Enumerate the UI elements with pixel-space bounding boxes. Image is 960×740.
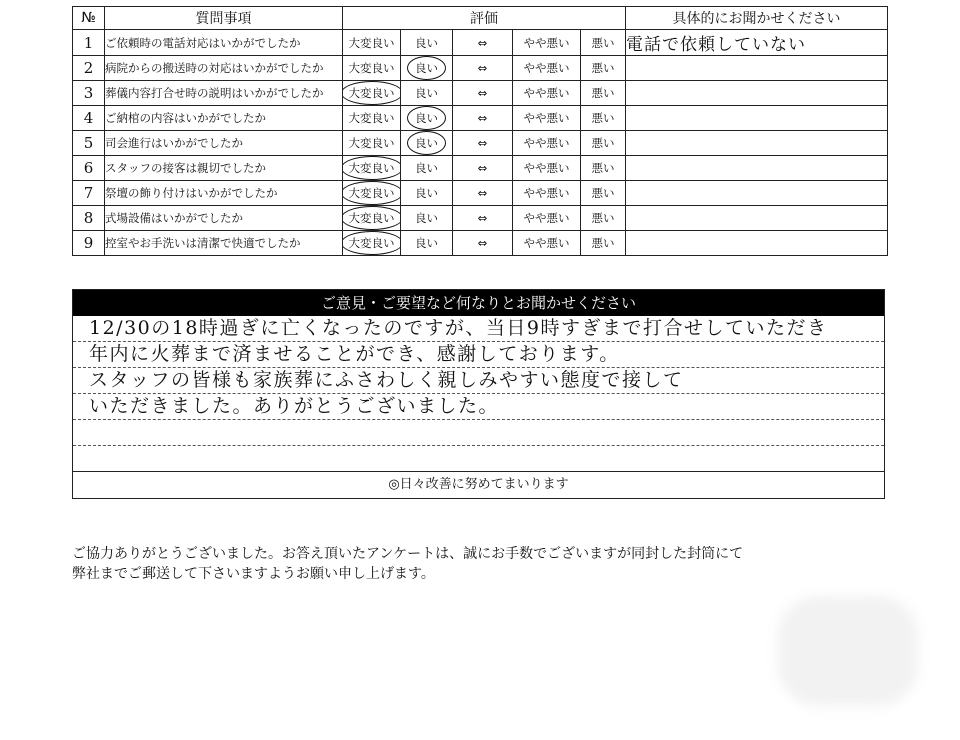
rating-option-label: やや悪い — [523, 111, 570, 125]
rating-option-label: 大変良い — [346, 210, 398, 226]
closing-message — [72, 544, 902, 584]
rating-option[interactable] — [581, 106, 626, 131]
closing-line-2: 弊社までご郵送して下さいますようお願い申し上げます。 — [72, 566, 435, 582]
rating-option-label: やや悪い — [523, 61, 570, 75]
detail-comment — [626, 181, 888, 206]
table-header-row — [73, 7, 888, 30]
table-row — [73, 131, 888, 156]
rating-option[interactable] — [401, 131, 453, 156]
rating-option-label: 悪い — [591, 161, 615, 175]
comment-line — [73, 446, 884, 472]
survey-rating-table — [72, 6, 888, 256]
rating-option[interactable] — [401, 106, 453, 131]
rating-option-label: やや悪い — [523, 86, 570, 100]
rating-option[interactable] — [401, 231, 453, 256]
detail-comment — [626, 231, 888, 256]
rating-option-label: 悪い — [591, 111, 615, 125]
rating-option[interactable] — [453, 106, 513, 131]
rating-option[interactable] — [513, 206, 581, 231]
rating-option[interactable] — [453, 206, 513, 231]
question-text: 病院からの搬送時の対応はいかがでしたか — [105, 56, 343, 81]
rating-option-label: 良い — [415, 35, 438, 50]
table-row — [73, 206, 888, 231]
rating-option-label: やや悪い — [523, 236, 570, 250]
question-number: 4 — [73, 106, 105, 131]
rating-option[interactable] — [343, 131, 401, 156]
comment-line: いただきました。ありがとうございました。 — [73, 394, 884, 420]
rating-option-label: 大変良い — [346, 85, 398, 101]
rating-option-label: やや悪い — [523, 136, 570, 150]
table-row — [73, 106, 888, 131]
comment-box — [72, 289, 885, 499]
rating-option[interactable] — [453, 30, 513, 56]
question-number: 3 — [73, 81, 105, 106]
rating-option[interactable] — [401, 30, 453, 56]
detail-comment — [626, 106, 888, 131]
rating-option-label: 悪い — [591, 211, 615, 225]
rating-option[interactable] — [343, 156, 401, 181]
rating-option[interactable] — [343, 206, 401, 231]
question-text: 司会進行はいかがでしたか — [105, 131, 343, 156]
comment-title: ご意見・ご要望など何なりとお聞かせください — [73, 290, 884, 316]
rating-option[interactable] — [581, 131, 626, 156]
question-number: 2 — [73, 56, 105, 81]
rating-option-label: 良い — [412, 60, 441, 76]
rating-option[interactable] — [513, 131, 581, 156]
rating-option-label: ⇔ — [477, 236, 488, 250]
rating-option[interactable] — [343, 106, 401, 131]
question-text: ご納棺の内容はいかがでしたか — [105, 106, 343, 131]
rating-option-label: 大変良い — [346, 185, 398, 201]
rating-option-label: 悪い — [591, 86, 615, 100]
rating-option-label: ⇔ — [477, 86, 488, 100]
survey-rows — [73, 30, 888, 256]
comment-line: スタッフの皆様も家族葬にふさわしく親しみやすい態度で接して — [73, 368, 884, 394]
comment-line — [73, 420, 884, 446]
rating-option-label: やや悪い — [523, 161, 570, 175]
question-number: 8 — [73, 206, 105, 231]
rating-option[interactable] — [581, 56, 626, 81]
rating-option[interactable] — [343, 30, 401, 56]
rating-option[interactable] — [401, 181, 453, 206]
detail-comment — [626, 81, 888, 106]
rating-option-label: やや悪い — [523, 211, 570, 225]
rating-option[interactable] — [453, 181, 513, 206]
rating-option-label: 良い — [415, 211, 438, 225]
closing-line-1: ご協力ありがとうございました。お答え頂いたアンケートは、誠にお手数でございますが同封した封筒にて — [72, 546, 744, 562]
rating-option[interactable] — [513, 106, 581, 131]
rating-option[interactable] — [401, 56, 453, 81]
rating-option-label: 良い — [415, 186, 438, 200]
question-number: 5 — [73, 131, 105, 156]
question-number: 7 — [73, 181, 105, 206]
rating-option[interactable] — [513, 181, 581, 206]
detail-comment — [626, 56, 888, 81]
rating-option[interactable] — [453, 131, 513, 156]
scan-smudge — [778, 596, 918, 706]
rating-option-label: ⇔ — [477, 161, 488, 175]
detail-comment — [626, 131, 888, 156]
rating-option-label: 大変良い — [346, 235, 398, 251]
rating-option-label: 大変良い — [348, 136, 395, 150]
header-rating: 評価 — [343, 7, 626, 30]
rating-option[interactable] — [513, 30, 581, 56]
rating-option-label: ⇔ — [477, 35, 488, 50]
question-number: 6 — [73, 156, 105, 181]
rating-option-label: 大変良い — [348, 61, 395, 75]
rating-option-label: 良い — [415, 86, 438, 100]
rating-option[interactable] — [343, 56, 401, 81]
comment-line: 年内に火葬まで済ませることができ、感謝しております。 — [73, 342, 884, 368]
header-question: 質問事項 — [105, 7, 343, 30]
table-row — [73, 231, 888, 256]
rating-option-label: やや悪い — [523, 35, 570, 50]
rating-option-label: 良い — [412, 110, 441, 126]
rating-option-label: 大変良い — [348, 111, 395, 125]
rating-option-label: ⇔ — [477, 211, 488, 225]
table-row — [73, 181, 888, 206]
question-number: 9 — [73, 231, 105, 256]
detail-comment — [626, 206, 888, 231]
detail-comment — [626, 156, 888, 181]
rating-option-label: ⇔ — [477, 186, 488, 200]
rating-option[interactable] — [453, 156, 513, 181]
rating-option[interactable] — [581, 206, 626, 231]
rating-option[interactable] — [581, 156, 626, 181]
rating-option[interactable] — [401, 206, 453, 231]
rating-option[interactable] — [581, 30, 626, 56]
table-row — [73, 56, 888, 81]
rating-option[interactable] — [401, 81, 453, 106]
table-row — [73, 30, 888, 56]
header-no: № — [73, 7, 105, 30]
table-row — [73, 156, 888, 181]
table-row — [73, 81, 888, 106]
rating-option[interactable] — [401, 156, 453, 181]
rating-option[interactable] — [453, 56, 513, 81]
header-detail: 具体的にお聞かせください — [626, 7, 888, 30]
rating-option-label: 良い — [412, 135, 441, 151]
rating-option-label: ⇔ — [477, 136, 488, 150]
rating-option-label: 良い — [415, 236, 438, 250]
comment-footer-note: ◎日々改善に努めてまいります — [73, 471, 884, 498]
detail-comment: 電話で依頼していない — [626, 30, 888, 56]
rating-option-label: 良い — [415, 161, 438, 175]
comment-lines — [73, 316, 884, 474]
rating-option[interactable] — [581, 231, 626, 256]
rating-option[interactable] — [343, 181, 401, 206]
rating-option[interactable] — [453, 81, 513, 106]
rating-option-label: ⇔ — [477, 111, 488, 125]
rating-option-label: 悪い — [591, 186, 615, 200]
question-text: 式場設備はいかがでしたか — [105, 206, 343, 231]
comment-line: 12/30の18時過ぎに亡くなったのですが、当日9時すぎまで打合せしていただき — [73, 316, 884, 342]
rating-option[interactable] — [343, 81, 401, 106]
rating-option-label: 大変良い — [346, 160, 398, 176]
rating-option[interactable] — [513, 156, 581, 181]
question-text: 葬儀内容打合せ時の説明はいかがでしたか — [105, 81, 343, 106]
question-text: スタッフの接客は親切でしたか — [105, 156, 343, 181]
rating-option-label: 悪い — [591, 136, 615, 150]
question-text: 控室やお手洗いは清潔で快適でしたか — [105, 231, 343, 256]
rating-option-label: 大変良い — [348, 35, 395, 50]
question-text: 祭壇の飾り付けはいかがでしたか — [105, 181, 343, 206]
rating-option-label: 悪い — [591, 236, 615, 250]
rating-option-label: 悪い — [591, 35, 615, 50]
rating-option[interactable] — [513, 81, 581, 106]
rating-option[interactable] — [343, 231, 401, 256]
rating-option[interactable] — [513, 56, 581, 81]
rating-option[interactable] — [581, 81, 626, 106]
question-text: ご依頼時の電話対応はいかがでしたか — [105, 30, 343, 56]
rating-option[interactable] — [581, 181, 626, 206]
rating-option-label: ⇔ — [477, 61, 488, 75]
question-number: 1 — [73, 30, 105, 56]
rating-option[interactable] — [513, 231, 581, 256]
rating-option[interactable] — [453, 231, 513, 256]
rating-option-label: 悪い — [591, 61, 615, 75]
rating-option-label: やや悪い — [523, 186, 570, 200]
